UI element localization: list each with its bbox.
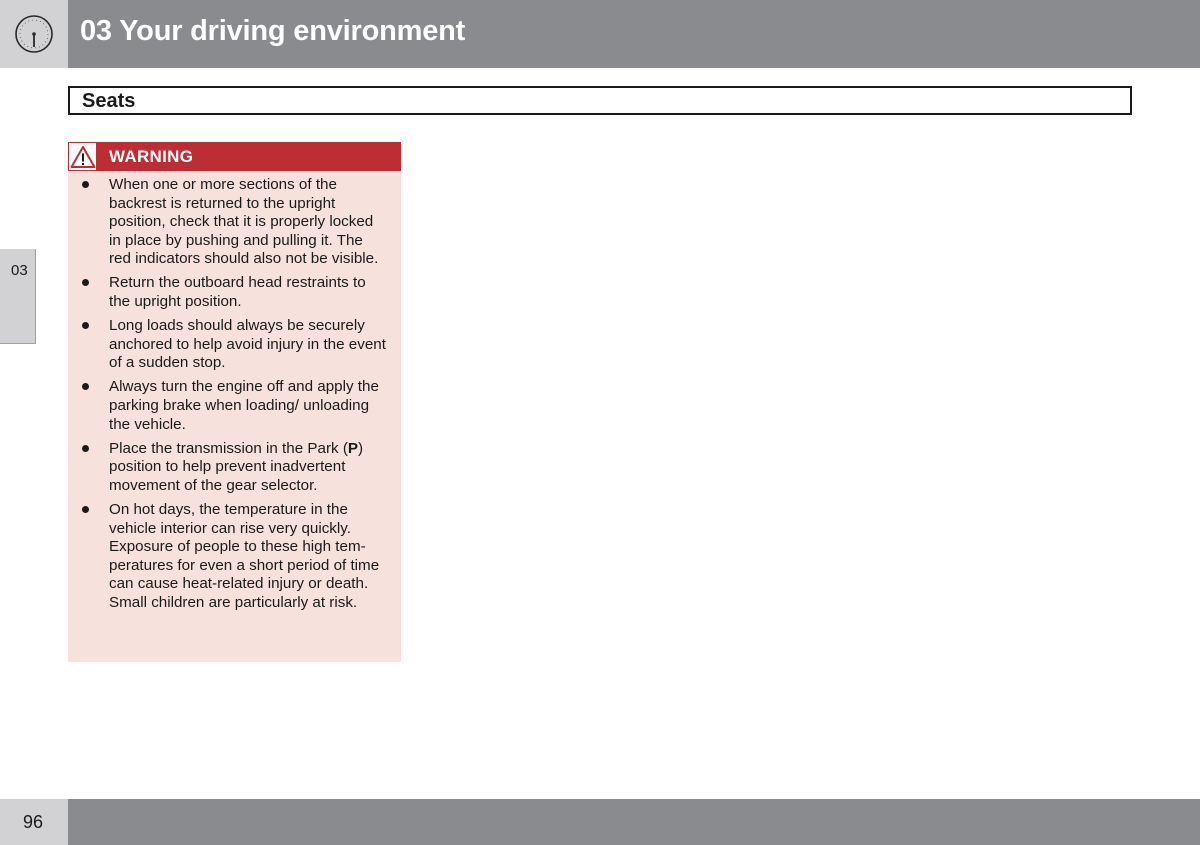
warning-list bbox=[68, 176, 401, 618]
section-heading-box bbox=[68, 86, 1132, 115]
bullet-icon bbox=[82, 181, 89, 188]
warning-box bbox=[68, 142, 401, 662]
list-item-text: Always turn the engine off and apply the parking brake when loading/ unloading the vehicle. bbox=[109, 378, 379, 433]
list-item bbox=[68, 274, 401, 311]
chapter-title: 03 Your driving environment bbox=[80, 15, 466, 47]
list-item-text-pre: Place the transmission in the Park ( bbox=[109, 439, 348, 457]
list-item-text: On hot days, the temperature in the vehicle interior can rise very quickly. Exposure of people to these high tem-peratures for even a short period of time can cause heat-related injury or death. Small children are particularly at risk. bbox=[109, 501, 380, 611]
park-position-label: P bbox=[347, 439, 359, 457]
page-number-box bbox=[0, 799, 68, 845]
list-item-text: Long loads should always be securely anchored to help avoid injury in the event of a sudden stop. bbox=[109, 317, 386, 372]
side-tab-label: 03 bbox=[11, 262, 28, 279]
bullet-icon bbox=[82, 279, 89, 286]
list-item-text: When one or more sections of the backrest is returned to the upright position, check that it is properly locked in place by pushing and pulling it. The red indicators should also not be visible. bbox=[109, 176, 379, 268]
warning-triangle-icon bbox=[70, 145, 96, 169]
bullet-icon bbox=[82, 383, 89, 390]
warning-title: WARNING bbox=[109, 147, 194, 166]
list-item bbox=[68, 317, 401, 373]
footer-bar bbox=[68, 799, 1200, 845]
list-item-text: Return the outboard head restraints to the upright position. bbox=[109, 274, 366, 311]
list-item bbox=[68, 501, 401, 613]
list-item-text-post: ) position to help prevent inadvertent movement of the gear selector. bbox=[109, 439, 364, 494]
chapter-side-tab bbox=[0, 249, 36, 344]
list-item bbox=[68, 378, 401, 434]
bullet-icon bbox=[82, 322, 89, 329]
speedometer-icon bbox=[14, 14, 54, 54]
page-number: 96 bbox=[23, 812, 44, 832]
warning-header bbox=[68, 142, 401, 171]
chapter-icon-box bbox=[0, 0, 68, 68]
bullet-icon bbox=[82, 506, 89, 513]
section-title: Seats bbox=[82, 90, 136, 112]
warning-icon-box bbox=[68, 142, 97, 171]
list-item bbox=[68, 440, 401, 496]
list-item bbox=[68, 176, 401, 269]
bullet-icon bbox=[82, 445, 89, 452]
